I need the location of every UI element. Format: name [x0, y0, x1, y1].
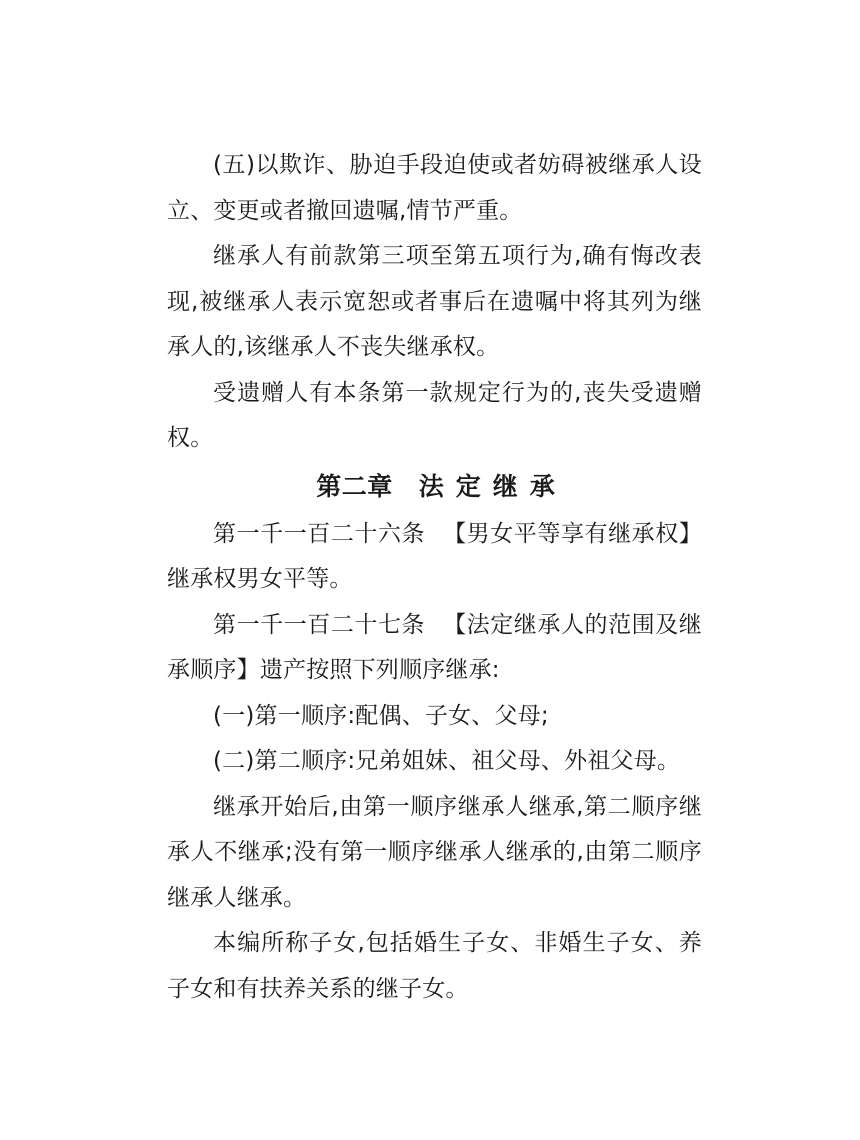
- paragraph-repentance: 继承人有前款第三项至第五项行为,确有悔改表现,被继承人表示宽恕或者事后在遗嘱中将其列为继承人的,该继承人不丧失继承权。: [167, 243, 702, 360]
- article-1126: [167, 512, 702, 603]
- chapter-heading: [167, 462, 702, 512]
- article-title: 【男女平等享有继承权】: [443, 520, 702, 547]
- article-1127: [167, 603, 702, 694]
- article-body: 继承权男女平等。: [167, 566, 353, 592]
- chapter-number: 第二章: [316, 471, 393, 501]
- paragraph-item-five: (五)以欺诈、胁迫手段迫使或者妨碍被继承人设立、变更或者撤回遗嘱,情节严重。: [167, 152, 702, 224]
- paragraph-children-definition: 本编所称子女,包括婚生子女、非婚生子女、养子女和有扶养关系的继子女。: [167, 930, 702, 1002]
- paragraph-succession-order: 继承开始后,由第一顺序继承人继承,第二顺序继承人不继承;没有第一顺序继承人继承的,由第二顺序继承人继承。: [167, 793, 702, 911]
- article-body: 遗产按照下列顺序继承:: [259, 657, 500, 683]
- article-number: 第一千一百二十七条: [213, 611, 426, 638]
- document-body: [167, 143, 702, 1012]
- chapter-title: 法定继承: [418, 471, 567, 501]
- list-item-second-order: (二)第二顺序:兄弟姐妹、祖父母、外祖父母。: [213, 748, 681, 774]
- paragraph-legatee: 受遗赠人有本条第一款规定行为的,丧失受遗赠权。: [167, 379, 702, 451]
- article-title: 【法定继承人的范围及继承顺序】: [167, 611, 702, 683]
- list-item-first-order: (一)第一顺序:配偶、子女、父母;: [213, 702, 549, 729]
- article-number: 第一千一百二十六条: [213, 520, 426, 547]
